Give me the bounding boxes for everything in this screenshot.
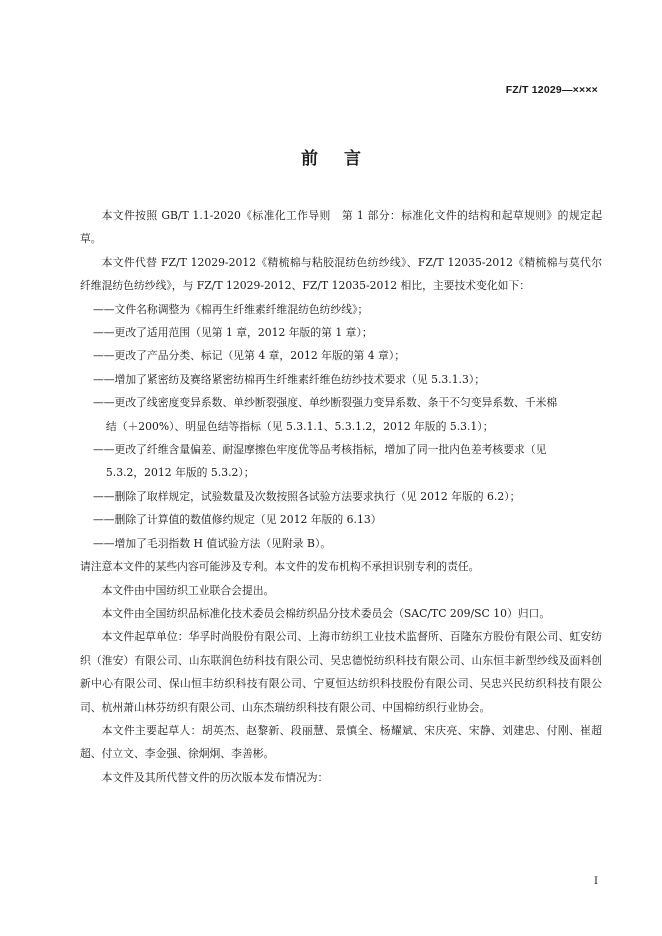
- page-number: I: [594, 876, 598, 887]
- change-item: [80, 391, 602, 438]
- drafting-units: 本文件起草单位：华孚时尚股份有限公司、上海市纺织工业技术监督所、百隆东方股份有限公司、虹安纺织（淮安）有限公司、山东联润色纺科技有限公司、吴忠德悦纺织科技有限公司、山东恒丰新型纱线及面料创新中心有限公司、保山恒丰纺织科技有限公司、宁夏恒达纺织科技股份有限公司、吴忠兴民纺织科技有限公司、杭州萧山林芬纺织有限公司、山东杰瑞纺织科技有限公司、中国棉纺织行业协会。: [80, 630, 602, 714]
- centralizer-statement: 本文件由全国纺织品标准化技术委员会棉纺织品分技术委员会（SAC/TC 209/SC 10）归口。: [101, 606, 551, 620]
- document-code: FZ/T 12029—××××: [505, 84, 598, 96]
- change-item: ——增加了紧密纺及赛络紧密纺棉再生纤维素纤维色纺纱技术要求（见 5.3.1.3）；: [92, 372, 486, 386]
- foreword-body: [80, 204, 602, 789]
- version-history: 本文件及其所代替文件的历次版本发布情况为：: [101, 770, 329, 784]
- change-item: ——删除了计算值的数值修约规定（见 2012 年版的 6.13）: [92, 513, 382, 527]
- change-item-line: ——更改了纤维含量偏差、耐湿摩擦色牢度优等品考核指标，增加了同一批内色差考核要求（见: [92, 443, 547, 457]
- change-item: ——删除了取样规定，试验数量及次数按照各试验方法要求执行（见 2012 年版的 6.2）；: [92, 489, 521, 503]
- change-item: ——更改了适用范围（见第 1 章，2012 年版的第 1 章）；: [92, 326, 373, 340]
- change-item: ——更改了产品分类、标记（见第 4 章，2012 年版的第 4 章）；: [92, 349, 406, 363]
- change-item: ——文件名称调整为《棉再生纤维素纤维混纺色纺纱线》；: [92, 302, 369, 316]
- change-item-line: 结（＋200%）、明显色结等指标（见 5.3.1.1、5.3.1.2，2012 年版的 5.3.1）；: [105, 419, 494, 433]
- paragraph-drafting-rule: 本文件按照 GB/T 1.1-2020《标准化工作导则 第 1 部分：标准化文件的结构和起草规则》的规定起草。: [80, 209, 602, 246]
- change-item-line: 5.3.2，2012 年版的 5.3.2）；: [105, 466, 255, 480]
- paragraph-replacement: 本文件代替 FZ/T 12029-2012《精梳棉与粘胶混纺色纺纱线》、FZ/T 12035-2012《精梳棉与莫代尔纤维混纺色纺纱线》，与 FZ/T 12029-2012、FZ/T 12035-2012 相比，主要技术变化如下：: [80, 255, 602, 293]
- change-item-line: ——更改了线密度变异系数、单纱断裂强度、单纱断裂强力变异系数、条干不匀变异系数、千米棉: [92, 396, 558, 410]
- change-item: [80, 438, 602, 485]
- change-item: ——增加了毛羽指数 H 值试验方法（见附录 B）。: [92, 536, 332, 550]
- patent-notice: 请注意本文件的某些内容可能涉及专利。本文件的发布机构不承担识别专利的责任。: [80, 560, 480, 574]
- page-title: 前言: [301, 149, 387, 169]
- drafters: 本文件主要起草人：胡英杰、赵黎新、段丽慧、景慎全、杨耀斌、宋庆亮、宋静、刘建忠、付刚、崔超超、付立文、李金强、徐炯炯、李善彬。: [80, 723, 602, 761]
- proposer-statement: 本文件由中国纺织工业联合会提出。: [101, 583, 275, 597]
